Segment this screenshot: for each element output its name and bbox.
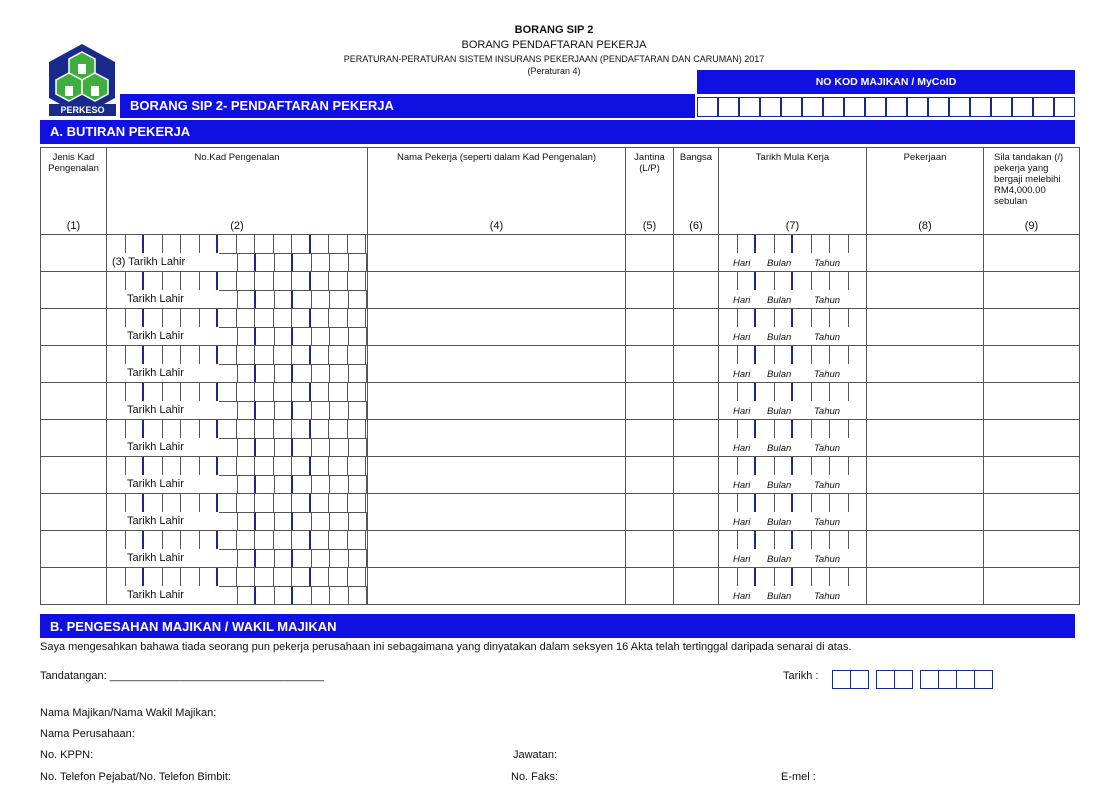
race-cell[interactable] bbox=[674, 272, 719, 309]
id-type-cell[interactable] bbox=[41, 494, 107, 531]
col-start-date: Tarikh Mula Kerja (7) bbox=[719, 148, 867, 235]
gender-cell[interactable] bbox=[626, 531, 674, 568]
occupation-cell[interactable] bbox=[867, 457, 984, 494]
table-row bbox=[41, 235, 1080, 272]
year-label: Tahun bbox=[814, 332, 841, 343]
gender-cell[interactable] bbox=[626, 420, 674, 457]
fax-field[interactable]: No. Faks: bbox=[511, 771, 559, 783]
date-label: Tarikh : bbox=[783, 670, 819, 682]
declaration-text: Saya mengesahkan bahawa tiada seorang pun pekerja perusahaan ini sebagaimana yang dinyatakan dalam seksyen 16 Akta telah tertinggal daripada senarai di atas. bbox=[40, 641, 852, 653]
position-field[interactable]: Jawatan: bbox=[513, 749, 558, 761]
employer-code-boxes[interactable] bbox=[697, 97, 1075, 117]
day-label: Hari bbox=[733, 591, 751, 602]
month-label: Bulan bbox=[767, 443, 792, 454]
start-date-cell[interactable] bbox=[719, 457, 867, 494]
phone-field[interactable]: No. Telefon Pejabat/No. Telefon Bimbit: bbox=[40, 771, 231, 783]
start-date-cell[interactable] bbox=[719, 568, 867, 605]
salary-mark-cell[interactable] bbox=[984, 568, 1080, 605]
table-row bbox=[41, 531, 1080, 568]
dob-label: Tarikh Lahir bbox=[127, 552, 184, 564]
id-type-cell[interactable] bbox=[41, 457, 107, 494]
ic-number-cell[interactable] bbox=[107, 568, 368, 605]
dob-label: Tarikh Lahir bbox=[127, 515, 184, 527]
year-label: Tahun bbox=[814, 406, 841, 417]
occupation-cell[interactable] bbox=[867, 235, 984, 272]
occupation-cell[interactable] bbox=[867, 494, 984, 531]
month-label: Bulan bbox=[767, 369, 792, 380]
table-row bbox=[41, 420, 1080, 457]
salary-mark-cell[interactable] bbox=[984, 457, 1080, 494]
name-cell[interactable] bbox=[368, 457, 626, 494]
salary-mark-cell[interactable] bbox=[984, 309, 1080, 346]
month-label: Bulan bbox=[767, 517, 792, 528]
race-cell[interactable] bbox=[674, 346, 719, 383]
gender-cell[interactable] bbox=[626, 272, 674, 309]
ic-number-cell[interactable] bbox=[107, 346, 368, 383]
race-cell[interactable] bbox=[674, 420, 719, 457]
table-row bbox=[41, 309, 1080, 346]
company-name-field[interactable]: Nama Perusahaan: bbox=[40, 728, 135, 740]
race-cell[interactable] bbox=[674, 309, 719, 346]
salary-mark-cell[interactable] bbox=[984, 235, 1080, 272]
banner-title: BORANG SIP 2- PENDAFTARAN PEKERJA bbox=[120, 94, 695, 118]
name-cell[interactable] bbox=[368, 383, 626, 420]
start-date-cell[interactable] bbox=[719, 235, 867, 272]
start-date-cell[interactable] bbox=[719, 309, 867, 346]
logo-text: PERKESO bbox=[49, 104, 116, 116]
employee-table bbox=[40, 147, 1080, 605]
start-date-cell[interactable] bbox=[719, 494, 867, 531]
occupation-cell[interactable] bbox=[867, 568, 984, 605]
gender-cell[interactable] bbox=[626, 568, 674, 605]
gender-cell[interactable] bbox=[626, 383, 674, 420]
gender-cell[interactable] bbox=[626, 494, 674, 531]
col-salary-mark: Sila tandakan (/) pekerja yang bergaji melebihi RM4,000.00 sebulan (9) bbox=[984, 148, 1080, 235]
form-name: BORANG PENDAFTARAN PEKERJA bbox=[461, 39, 647, 51]
id-type-cell[interactable] bbox=[41, 346, 107, 383]
occupation-cell[interactable] bbox=[867, 272, 984, 309]
col-name: Nama Pekerja (seperti dalam Kad Pengenalan) (4) bbox=[368, 148, 626, 235]
name-cell[interactable] bbox=[368, 531, 626, 568]
id-type-cell[interactable] bbox=[41, 420, 107, 457]
day-label: Hari bbox=[733, 295, 751, 306]
race-cell[interactable] bbox=[674, 235, 719, 272]
dob-label: Tarikh Lahir bbox=[127, 293, 184, 305]
month-label: Bulan bbox=[767, 554, 792, 565]
signature-field[interactable]: Tandatangan: ___________________________________ bbox=[40, 670, 324, 682]
year-label: Tahun bbox=[814, 369, 841, 380]
name-cell[interactable] bbox=[368, 346, 626, 383]
month-label: Bulan bbox=[767, 406, 792, 417]
year-label: Tahun bbox=[814, 443, 841, 454]
race-cell[interactable] bbox=[674, 457, 719, 494]
id-type-cell[interactable] bbox=[41, 235, 107, 272]
year-label: Tahun bbox=[814, 480, 841, 491]
day-label: Hari bbox=[733, 480, 751, 491]
day-label: Hari bbox=[733, 332, 751, 343]
start-date-cell[interactable] bbox=[719, 420, 867, 457]
section-b-title: B. PENGESAHAN MAJIKAN / WAKIL MAJIKAN bbox=[40, 614, 1075, 638]
dob-label: Tarikh Lahir bbox=[127, 478, 184, 490]
name-cell[interactable] bbox=[368, 568, 626, 605]
id-type-cell[interactable] bbox=[41, 309, 107, 346]
id-type-cell[interactable] bbox=[41, 568, 107, 605]
name-cell[interactable] bbox=[368, 272, 626, 309]
ic-number-cell[interactable] bbox=[107, 272, 368, 309]
name-cell[interactable] bbox=[368, 420, 626, 457]
race-cell[interactable] bbox=[674, 383, 719, 420]
dob-label: Tarikh Lahir bbox=[127, 589, 184, 601]
form-code: BORANG SIP 2 bbox=[514, 24, 594, 36]
table-row bbox=[41, 494, 1080, 531]
month-label: Bulan bbox=[767, 295, 792, 306]
month-label: Bulan bbox=[767, 258, 792, 269]
dob-label: (3) Tarikh Lahir bbox=[112, 256, 186, 268]
occupation-cell[interactable] bbox=[867, 383, 984, 420]
dob-label: Tarikh Lahir bbox=[127, 404, 184, 416]
col-id-type: Jenis Kad Pengenalan (1) bbox=[41, 148, 107, 235]
ic-number-cell[interactable] bbox=[107, 457, 368, 494]
dob-label: Tarikh Lahir bbox=[127, 441, 184, 453]
month-label: Bulan bbox=[767, 480, 792, 491]
id-type-cell[interactable] bbox=[41, 383, 107, 420]
table-row bbox=[41, 457, 1080, 494]
race-cell[interactable] bbox=[674, 568, 719, 605]
perkeso-logo bbox=[45, 42, 120, 117]
start-date-cell[interactable] bbox=[719, 272, 867, 309]
occupation-cell[interactable] bbox=[867, 531, 984, 568]
table-row bbox=[41, 568, 1080, 605]
table-row bbox=[41, 383, 1080, 420]
dob-label: Tarikh Lahir bbox=[127, 330, 184, 342]
gender-cell[interactable] bbox=[626, 309, 674, 346]
kppn-field[interactable]: No. KPPN: bbox=[40, 749, 94, 761]
email-field[interactable]: E-mel : bbox=[781, 771, 816, 783]
year-label: Tahun bbox=[814, 517, 841, 528]
name-cell[interactable] bbox=[368, 309, 626, 346]
salary-mark-cell[interactable] bbox=[984, 346, 1080, 383]
ic-number-cell[interactable] bbox=[107, 420, 368, 457]
ic-number-cell[interactable] bbox=[107, 383, 368, 420]
day-label: Hari bbox=[733, 517, 751, 528]
col-occupation: Pekerjaan (8) bbox=[867, 148, 984, 235]
ic-number-cell[interactable] bbox=[107, 531, 368, 568]
year-label: Tahun bbox=[814, 258, 841, 269]
start-date-cell[interactable] bbox=[719, 346, 867, 383]
id-type-cell[interactable] bbox=[41, 272, 107, 309]
salary-mark-cell[interactable] bbox=[984, 383, 1080, 420]
employer-code-label: NO KOD MAJIKAN / MyCoID bbox=[697, 70, 1075, 94]
salary-mark-cell[interactable] bbox=[984, 272, 1080, 309]
name-cell[interactable] bbox=[368, 494, 626, 531]
gender-cell[interactable] bbox=[626, 457, 674, 494]
day-label: Hari bbox=[733, 369, 751, 380]
gender-cell[interactable] bbox=[626, 346, 674, 383]
name-cell[interactable] bbox=[368, 235, 626, 272]
table-row bbox=[41, 346, 1080, 383]
race-cell[interactable] bbox=[674, 494, 719, 531]
ic-number-cell[interactable] bbox=[107, 235, 368, 272]
ic-number-cell[interactable] bbox=[107, 494, 368, 531]
salary-mark-cell[interactable] bbox=[984, 531, 1080, 568]
salary-mark-cell[interactable] bbox=[984, 420, 1080, 457]
year-label: Tahun bbox=[814, 295, 841, 306]
day-label: Hari bbox=[733, 443, 751, 454]
table-row bbox=[41, 272, 1080, 309]
occupation-cell[interactable] bbox=[867, 420, 984, 457]
regulation-ref: (Peraturan 4) bbox=[527, 66, 581, 76]
month-label: Bulan bbox=[767, 591, 792, 602]
col-gender: Jantina (L/P) (5) bbox=[626, 148, 674, 235]
day-label: Hari bbox=[733, 258, 751, 269]
day-label: Hari bbox=[733, 406, 751, 417]
occupation-cell[interactable] bbox=[867, 346, 984, 383]
id-type-cell[interactable] bbox=[41, 531, 107, 568]
start-date-cell[interactable] bbox=[719, 531, 867, 568]
col-race: Bangsa (6) bbox=[674, 148, 719, 235]
day-label: Hari bbox=[733, 554, 751, 565]
occupation-cell[interactable] bbox=[867, 309, 984, 346]
start-date-cell[interactable] bbox=[719, 383, 867, 420]
salary-mark-cell[interactable] bbox=[984, 494, 1080, 531]
year-label: Tahun bbox=[814, 591, 841, 602]
year-label: Tahun bbox=[814, 554, 841, 565]
regulation: PERATURAN-PERATURAN SISTEM INSURANS PEKERJAAN (PENDAFTARAN DAN CARUMAN) 2017 bbox=[343, 54, 765, 64]
date-boxes[interactable] bbox=[832, 670, 992, 689]
section-a-title: A. BUTIRAN PEKERJA bbox=[40, 120, 1075, 144]
month-label: Bulan bbox=[767, 332, 792, 343]
col-ic-number: No.Kad Pengenalan (2) bbox=[107, 148, 368, 235]
ic-number-cell[interactable] bbox=[107, 309, 368, 346]
gender-cell[interactable] bbox=[626, 235, 674, 272]
dob-label: Tarikh Lahir bbox=[127, 367, 184, 379]
race-cell[interactable] bbox=[674, 531, 719, 568]
employer-name-field[interactable]: Nama Majikan/Nama Wakil Majikan: bbox=[40, 707, 217, 719]
